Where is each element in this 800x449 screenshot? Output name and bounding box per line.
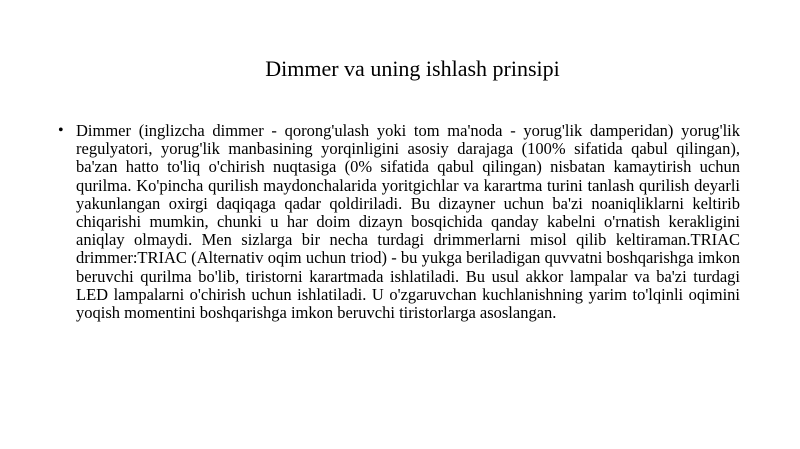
bullet-text: Dimmer (inglizcha dimmer - qorong'ulash yoki tom ma'noda - yorug'lik damperidan) yorug'lik regulyatori, yorug'lik manbasining yorqinligini asosiy darajaga (100% sifatida qabul qilingan), ba'zan hatto to'liq o'chirish nuqtasiga (0% sifatida qabul qilingan) nisbatan kamaytirish uchun qurilma. Ko'pincha qurilish maydonchalarida yoritgichlar va karartma turini tanlash qurilish deyarli yakunlangan oxirgi daqiqaga qadar qoldiriladi. Bu dizayner uchun ba'zi noaniqliklarni keltirib chiqarishi mumkin, chunki u har doim dizayn bosqichida qanday kabelni o'rnatish kerakligini aniqlay olmaydi. Men sizlarga bir necha turdagi drimmerlarni misol qilib keltiraman.TRIAC drimmer:TRIAC (Alternativ oqim uchun triod) - bu yukga beriladigan quvvatni boshqarishga imkon beruvchi qurilma bo'lib, tiristorni karartmada ishlatiladi. Bu usul akkor lampalar va ba'zi turdagi LED lampalarni o'chirish uchun ishlatiladi. U o'zgaruvchan kuchlanishning yarim to'lqinli oqimini yoqish momentini boshqarishga imkon beruvchi tiristorlarga asoslangan. — [76, 121, 740, 323]
slide-title: Dimmer va uning ishlash prinsipi — [265, 56, 560, 81]
bullet-icon: • — [58, 122, 64, 139]
bullet-list — [58, 122, 740, 322]
bullet-item — [58, 122, 740, 322]
